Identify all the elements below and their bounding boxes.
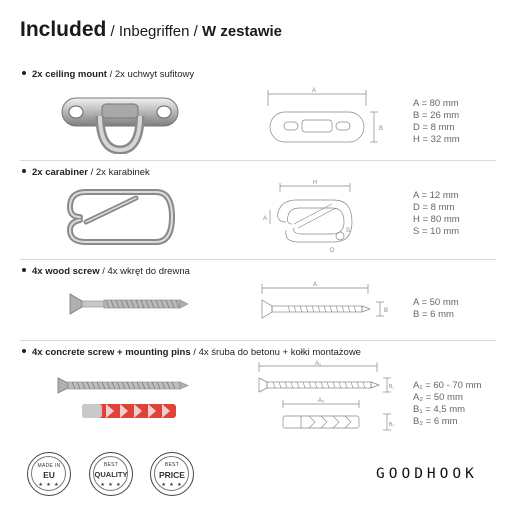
concrete-screw-specs: A₁ = 60 - 70 mm A₂ = 50 mm B₁ = 4,5 mm B₂ = 6 mm [413, 380, 482, 427]
section-concrete-screw-label: 4x concrete screw + mounting pins / 4x śruba do betonu + kołki montażowe [22, 347, 361, 358]
dim-label: A₁ [314, 361, 322, 367]
title-main: Included [20, 18, 107, 41]
wood-screw-image [68, 290, 190, 318]
ceiling-mount-specs: A = 80 mm B = 26 mm D = 8 mm H = 32 mm [413, 98, 460, 145]
bullet-icon [22, 71, 26, 75]
dim-label: S [346, 228, 351, 234]
dim-label: B₂ [389, 422, 395, 428]
page-title [20, 18, 282, 42]
dim-label: B [379, 126, 384, 132]
dim-label: D [330, 248, 335, 254]
ceiling-mount-image [60, 88, 180, 154]
dim-label: A₂ [317, 398, 325, 404]
brand-logo: GOODHOOK [376, 466, 478, 482]
dim-label: A [312, 282, 318, 288]
bullet-icon [22, 268, 26, 272]
star-icon: ★ ★ ★ [161, 482, 183, 488]
dim-label: A [311, 88, 317, 94]
dim-label: B [384, 308, 389, 314]
best-quality-badge: BEST QUALITY ★ ★ ★ [89, 452, 133, 496]
wood-screw-specs: A = 50 mm B = 6 mm [413, 297, 459, 320]
star-icon: ★ ★ ★ [100, 482, 122, 488]
bullet-icon [22, 349, 26, 353]
carabiner-drawing [256, 180, 362, 256]
divider [20, 340, 496, 341]
bullet-icon [22, 169, 26, 173]
section-wood-screw-label: 4x wood screw / 4x wkręt do drewna [22, 266, 190, 277]
best-price-badge: BEST PRICE ★ ★ ★ [150, 452, 194, 496]
made-in-eu-badge: MADE IN EU ★ ★ ★ [27, 452, 71, 496]
divider [20, 259, 496, 260]
star-icon: ★ ★ ★ [38, 482, 60, 488]
section-ceiling-mount-label: 2x ceiling mount / 2x uchwyt sufitowy [22, 69, 194, 80]
section-carabiner-label: 2x carabiner / 2x karabinek [22, 167, 150, 178]
concrete-screw-image [56, 372, 192, 428]
title-pl: W zestawie [202, 23, 283, 40]
dim-label: A [263, 216, 268, 222]
dim-label: B₁ [389, 384, 395, 390]
title-separator: / [189, 23, 202, 40]
carabiner-image [64, 186, 176, 248]
wood-screw-drawing [258, 280, 390, 322]
carabiner-specs: A = 12 mm D = 8 mm H = 80 mm S = 10 mm [413, 190, 460, 237]
title-separator: / [106, 23, 119, 40]
title-de: Inbegriffen [118, 23, 190, 40]
concrete-screw-drawing [255, 360, 395, 436]
ceiling-mount-drawing [262, 86, 384, 158]
dim-label: H [312, 180, 318, 186]
divider [20, 160, 496, 161]
